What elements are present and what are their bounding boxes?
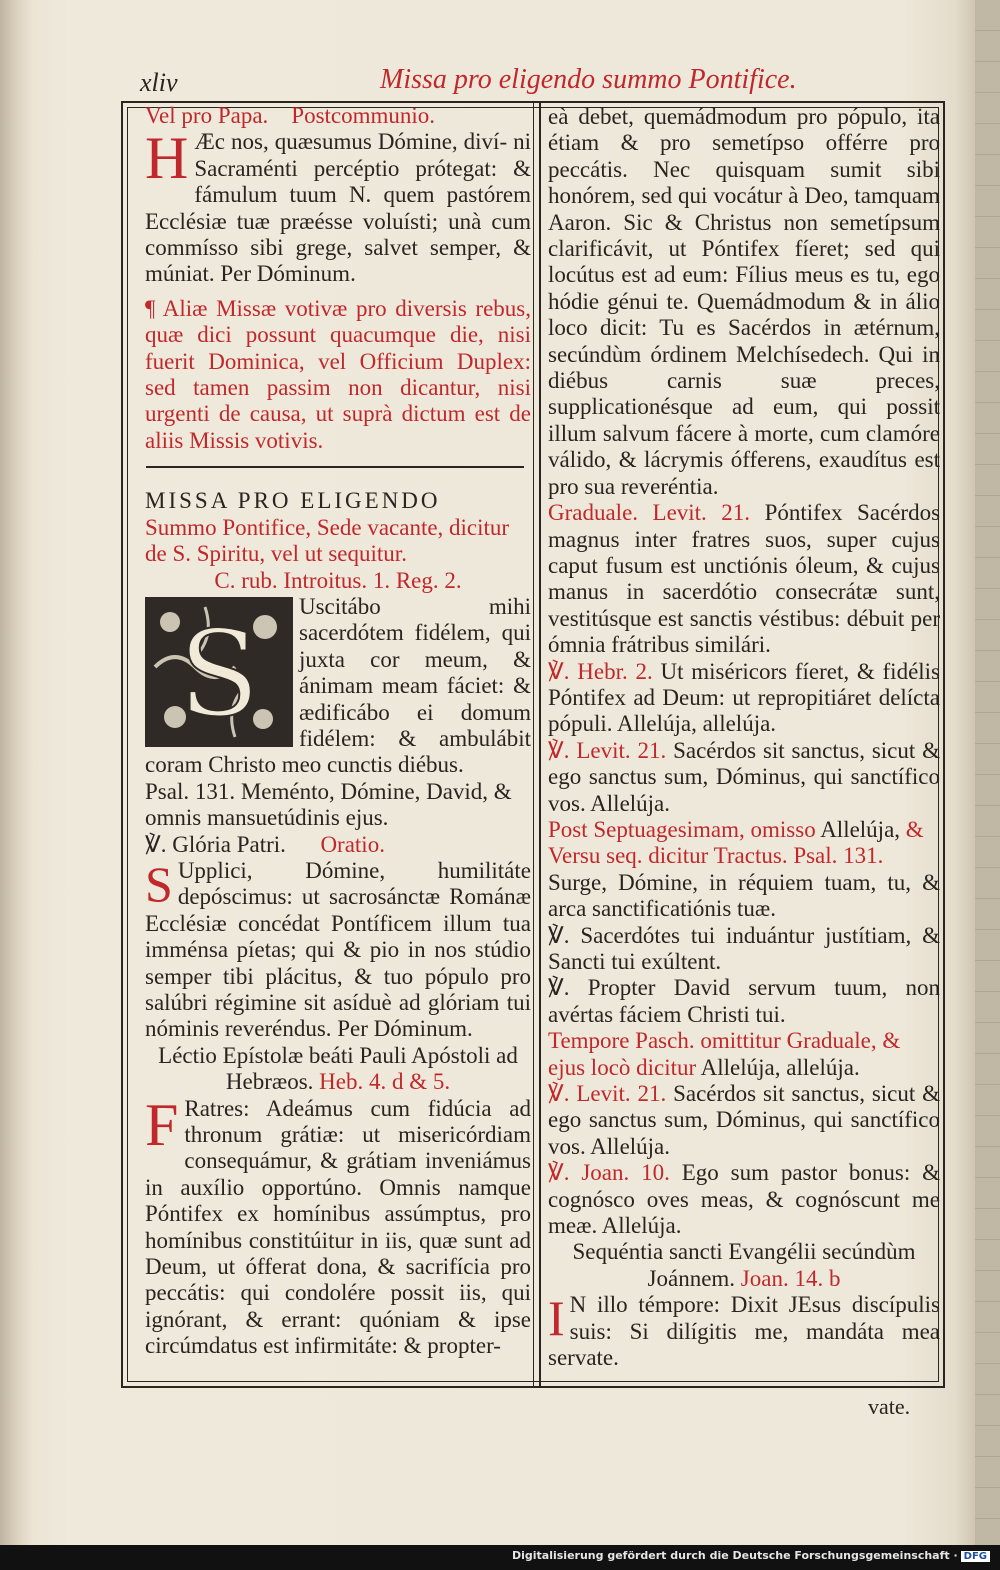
verse-levit-2 [548,1081,940,1160]
gospel-title: Sequéntia sancti Evangélii secúndùm Joánnem. [572,1239,916,1291]
initial-f: F [145,1091,179,1158]
oratio-text [145,855,531,1043]
verse-levit [548,738,940,817]
gloria-line [145,832,531,858]
verse-joan [548,1160,940,1239]
psalm-verse: Psal. 131. Meménto, Dómine, David, & omnis mansuetúdinis ejus. [145,778,512,831]
gospel-ref: Joan. 14. b [740,1265,841,1291]
initial-i: I [548,1290,565,1347]
page-edge [975,0,1000,1545]
vel-pro-papa: Vel pro Papa. [145,103,269,128]
lectio-title: Léctio Epístolæ beáti Pauli Apóstoli ad Hebræos. [158,1042,518,1095]
epistle-continued: eà debet, quemádmodum pro pópulo, ita étiam & pro semetípso offérre pro peccátis. Nec quisquam sumit sibi honórem, sed qui vocátur à Deo, tamquam Aaron. Sic & Christus non semetípsum clarificávit, ut Póntifex fíeret; sed qui locútus est ad eum: Fílius meus es tu, ego hódie génui te. Quemádmodum & in álio loco dicit: Tu es Sacérdos in ætérnum, secúndùm órdinem Melchísedech. Qui in diébus carnis suæ preces, supplicationésque ad eum, qui possit illum salvum fácere à morte, cum clamóre válido, & lácrymis ófferens, exaudítus est pro sua reveréntia. [548,104,940,499]
oratio-body: Upplici, Dómine, humilitáte depóscimus: ut sacrosánctæ Románæ Ecclésiæ concédat Pontíficem illum tua imménsa píetas; qui & pio in nos stúdio semper tibi plácitus, & tuo pópulo pro salúbri régimine sit asíduè ad glóriam tui nóminis reveréndus. Per Dóminum. [145,857,531,1042]
lectio-ref: Heb. 4. d & 5. [319,1069,451,1095]
postcommunio-heading [145,103,531,129]
graduale-text: Póntifex Sacérdos magnus inter fratres suos, super cujus caput fusum est unctiónis óleum, & cujus manus in sacerdótio consecrátæ sunt, vestitúsque est sanctis véstibus: débuit per ómnia frátribus similári. [548,500,941,658]
verse-levit-2-text: Sacérdos sit sanctus, sicut & ego sanctus sum, Dóminus, qui sanctífico vos. Allelúja. [548,1081,941,1159]
verse-hebr [548,659,940,738]
dfg-logo-icon: DFG [961,1551,990,1562]
verse-hebr-label: ℣. Hebr. 2. [548,658,653,684]
verse-levit-text: Sacérdos sit sanctus, sicut & ego sanctus sum, Dóminus, qui sanctífico vos. Allelúja. [548,737,941,816]
verse-propter: ℣. Propter David servum tuum, non avértas fáciem Christi tui. [548,975,940,1027]
fratres-body: Ratres: Adeámus cum fidúcia ad thronum grátiæ: ut misericórdiam consequámur, & grátiam inveniámus in auxílio opportúno. Omnis namque Póntifex ex homínibus assúmptus, pro homínibus constitúitur in iis, quæ sunt ad Deum, ut ófferat dona, & sacrifícia pro peccátis: qui condolére possit iis, qui ignórant, & errant: quóniam & ipse circúmdatus est infirmitáte: & propter- [145,1095,531,1359]
verse-levit-label: ℣. Levit. 21. [548,737,667,763]
catchword: vate. [868,1394,911,1419]
postcommunio-body: Æc nos, quæsumus Dómine, diví- ni Sacraménti percéptio prótegat: & fámulum tuum N. quem pastórem Ecclésiæ tuæ præésse voluísti; unà cum commísso sibi grege, salvet semper, & múniat. Per Dóminum. [145,129,531,287]
gospel-body: N illo témpore: Dixit JEsus discípulis suis: Si dilígitis me, mandáta mea servate. [548,1292,940,1371]
verse-joan-label: ℣. Joan. 10. [548,1160,670,1186]
introit-label: C. rub. Introitus. 1. Reg. 2. [214,567,462,593]
oratio-label: Oratio. [320,831,385,857]
initial-h: H [145,125,189,192]
verse-levit-2-label: ℣. Levit. 21. [548,1081,667,1107]
septuagesima-rubric [548,817,940,870]
septuagesima-label: Post Septuagesimam, omisso [548,816,816,842]
alleluia-1: Allelúja, allelúja. [617,711,777,737]
mass-title: MISSA PRO ELIGENDO [145,488,441,514]
credit-text: Digitalisierung gefördert durch die Deutsche Forschungsgemeinschaft · [511,1549,958,1562]
gospel-text [548,1292,940,1371]
left-column [145,103,531,1360]
gospel-heading [548,1239,940,1292]
surge-text: Surge, Dómine, in réquiem tuam, tu, & arca sanctificatiónis tuæ. [548,869,940,922]
mass-subtitle: Summo Pontifice, Sede vacante, dicitur de S. Spiritu, vel ut sequitur. [145,514,510,567]
graduale [548,500,940,658]
graduale-label: Graduale. Levit. 21. [548,500,751,526]
rubric-votive: ¶ Aliæ Missæ votivæ pro diversis rebus, quæ dici possunt quacumque die, nisi fuerit Dominica, vel Officium Duplex: sed tamen passim non dicantur, nisi urgenti de causa, ut suprà dictum est de aliis Missis votivis. [145,295,531,453]
postcommunio-label: Postcommunio. [291,103,436,128]
right-column [548,104,940,1372]
introit-text: Uscitábo mihi sacerdótem fidélem, qui juxta cor meum, & ánimam meam fáciet: & ædificábo ei domum fidélem: & ambulábit coram Christo meo cunctis diébus. [145,593,531,778]
ornamental-initial-s-icon [145,597,293,747]
svg-text:S: S [178,604,260,743]
verse-joan-text: Ego sum pastor bonus: & cognósco oves meas, & cognóscunt me meæ. Allelúja. [548,1160,940,1239]
postcommunio-text [145,125,531,287]
footer-credit [512,1549,990,1562]
septuagesima-alleluia: Allelúja, [820,816,901,842]
running-title: Missa pro eligendo summo Pontifice. [380,64,797,95]
verse-sacerdotes: ℣. Sacerdótes tui induántur justítiam, & Sancti tui exúltent. [548,922,940,974]
folio-number: xliv [140,68,178,97]
pasch-rubric [548,1028,940,1081]
pasch-label: Tempore Pasch. omittitur Graduale, & ejus locò dicitur [548,1028,901,1080]
lectio-heading [145,1043,531,1096]
tractus-label: & Versu seq. dicitur Tractus. Psal. 131. [548,816,924,869]
fratres-text [145,1091,531,1360]
column-divider [533,101,541,1388]
pasch-alleluia: Allelúja, allelúja. [700,1054,860,1080]
verse-hebr-text: Ut miséricors fíeret, & fidélis Póntifex ad Deum: ut repropitiáret delícta pópuli. [548,658,941,737]
initial-s: S [145,855,173,912]
introit-block [145,594,531,779]
gloria-patri: ℣. Glória Patri. [145,831,286,857]
